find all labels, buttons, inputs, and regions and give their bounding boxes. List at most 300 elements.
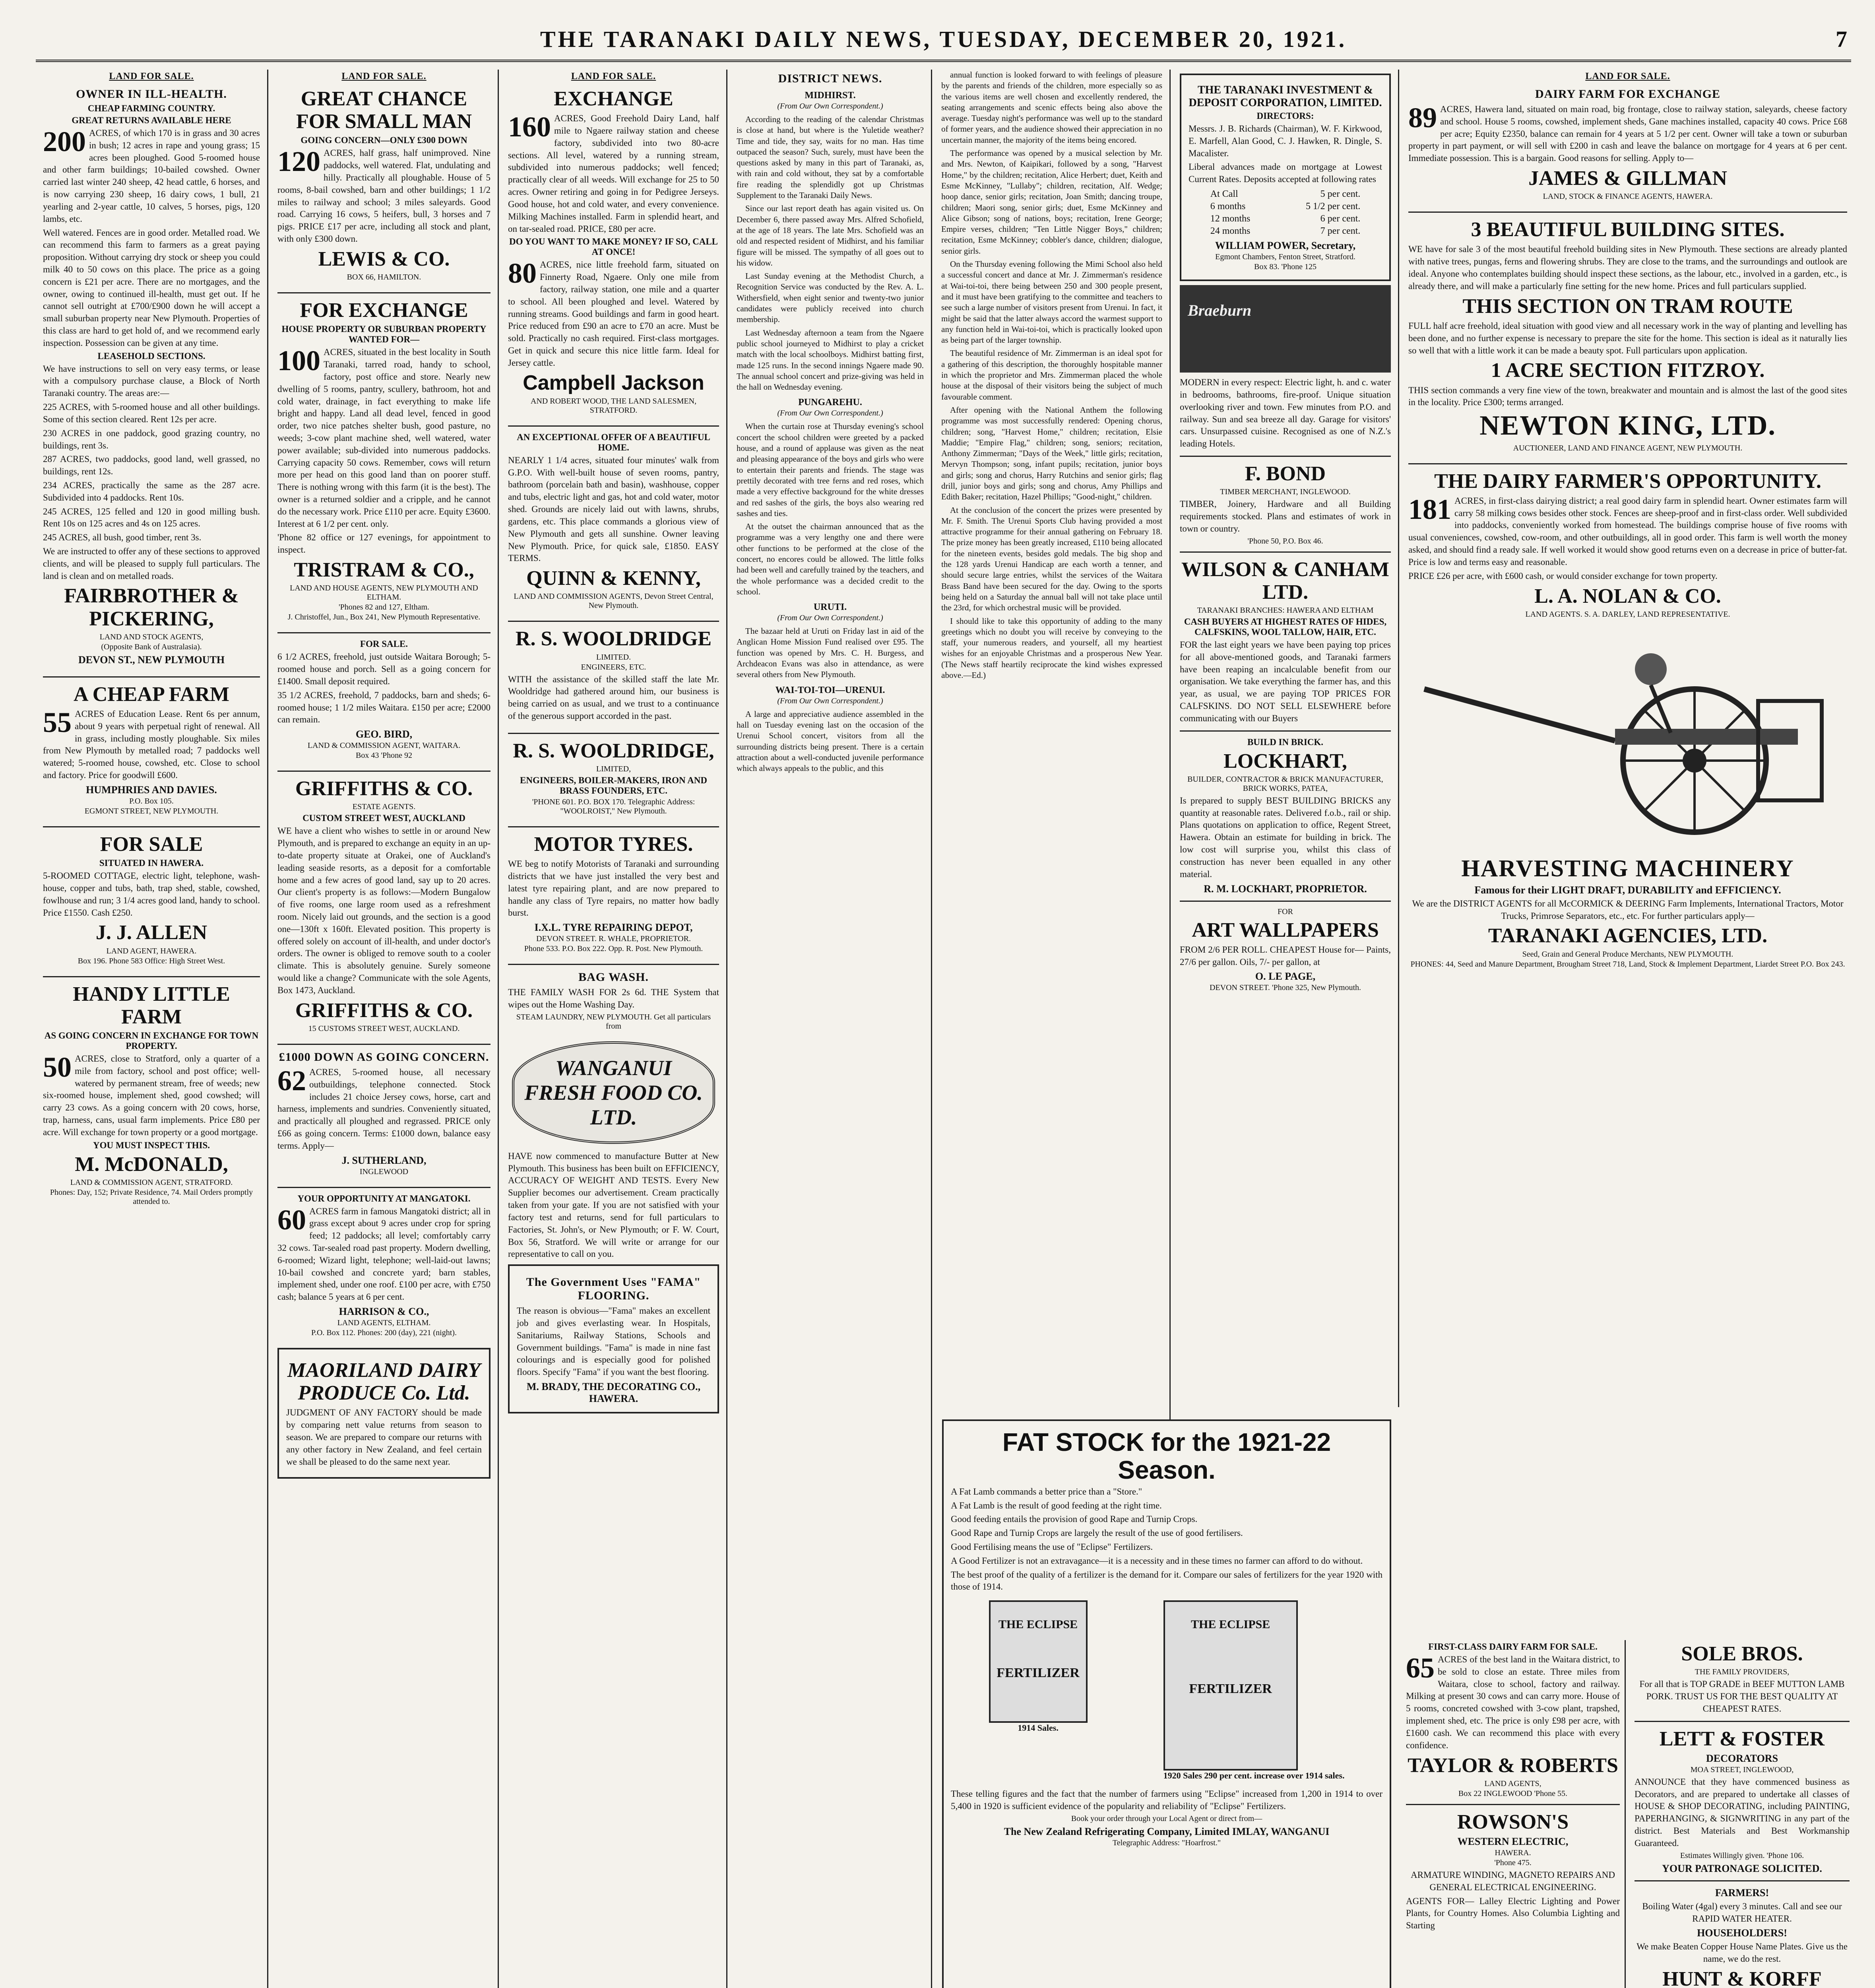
bag-brand: THE ECLIPSE — [998, 1618, 1078, 1631]
ad-text: ACRES, Hawera land, situated on main road, big frontage, close to railway station, saleyards, cheese factory and school. House 5 rooms, cowshed, implement sheds, Gane machines installed, capacity 40 cows. Price £68 per acre; Equity £2350, balance can remain for 4 years at 5 1/2 per cent. Owner will take a town or suburban property in part payment, or will sell with £200 in cash and leave the balance on mortgage for 4 years at 6 per cent. Immediate possession. This is a bargain. Good reasons for selling. Apply to— — [1408, 104, 1847, 163]
agent-sub: LAND AGENT, HAWERA. — [106, 946, 197, 955]
ad-lead-number: 160 — [508, 111, 551, 143]
divider — [508, 964, 719, 965]
divider — [277, 292, 491, 293]
agent-name: HARRISON & CO., — [339, 1306, 429, 1318]
ad-body: TIMBER, Joinery, Hardware and all Building requirements stocked. Plans and estimates of work in town or country. — [1180, 499, 1391, 534]
agent-name: LOCKHART, — [1224, 749, 1347, 773]
news-dateline: PUNGAREHU. — [798, 397, 862, 408]
agent-sub: ENGINEERS, ETC. — [581, 662, 646, 672]
table-row — [1208, 213, 1363, 225]
divider — [1408, 463, 1847, 464]
fat-stock-telegraph: Telegraphic Address: "Hoarfrost." — [1112, 1838, 1221, 1847]
ad-lead-number: 89 — [1408, 102, 1437, 134]
agent-sub: THE FAMILY PROVIDERS, — [1695, 1668, 1790, 1677]
column-7-right — [1630, 1640, 1854, 1988]
agent-sig: R. M. LOCKHART, PROPRIETOR. — [1204, 883, 1367, 895]
agent-name: TARANAKI AGENCIES, LTD. — [1488, 924, 1768, 947]
agent-name: NEWTON KING, LTD. — [1479, 410, 1776, 441]
ad-subheading: FOR — [1278, 907, 1293, 916]
ad-text: ACRES, of which 170 is in grass and 30 acres in bush; 12 acres in rape and young grass; 15 acres been ploughed. Good 5-roomed house and other farm buildings; 10-bailed cowshed. Owner carried last winter 240 sheep, 42 head cattle, 6 horses, and is now carrying 230 sheep, 16 dairy cows, 1 bull, 21 yearling and 2-year cattle, 10 calves, 5 horses, pigs, 120 lambs, etc. — [43, 128, 260, 224]
agent-sub: LAND & COMMISSION AGENT, WAITARA. — [307, 741, 461, 750]
ad-body: 35 1/2 ACRES, freehold, 7 paddocks, barn and sheds; 6-roomed house; 1 1/2 miles Waitara. £150 per acre; £2000 can remain. — [277, 690, 491, 725]
divider — [277, 632, 491, 633]
ad-maoriland-dairy — [277, 1348, 491, 1478]
divider — [508, 733, 719, 734]
ad-lead-number: 55 — [43, 707, 72, 738]
ad-heading: DAIRY FARM FOR EXCHANGE — [1535, 87, 1721, 101]
ad-body — [1408, 103, 1847, 165]
fertilizer-bags — [951, 1600, 1382, 1781]
ad-wooldridge-1 — [508, 627, 719, 722]
rate-term: 6 months — [1210, 201, 1246, 212]
ad-heading: FOR EXCHANGE — [300, 299, 468, 322]
ad-subheading: YOUR PATRONAGE SOLICITED. — [1662, 1862, 1822, 1874]
agent-address: DEVON ST., NEW PLYMOUTH — [78, 654, 225, 666]
agent-name: GRIFFITHS & CO. — [295, 777, 473, 800]
agent-phone: Estimates Willingly given. 'Phone 106. — [1680, 1851, 1804, 1860]
ad-body: 6 1/2 ACRES, freehold, just outside Waitara Borough; 5-roomed house and porch. Sell as a going concern for £1400. Small deposit required. — [277, 652, 491, 686]
ad-body — [277, 1206, 491, 1304]
ad-fat-stock — [942, 1419, 1391, 1988]
fertilizer-bag-icon — [989, 1600, 1088, 1723]
ad-subheading: DIRECTORS: — [1256, 111, 1314, 121]
fat-stock-point: A Fat Lamb commands a better price than a "Store." — [951, 1486, 1142, 1497]
ad-body — [508, 113, 719, 235]
agent-phone: 'Phone 475. — [1494, 1858, 1532, 1867]
ad-subheading: GOING CONCERN—ONLY £300 DOWN — [301, 135, 467, 146]
ad-body: WITH the assistance of the skilled staff the late Mr. Wooldridge had gathered around him, our business is being carried on as usual, and we trust to a continuance of the generous support accorded in the past. — [508, 674, 719, 721]
ad-heading: THE DAIRY FARMER'S OPPORTUNITY. — [1434, 470, 1821, 493]
ad-griffiths — [277, 777, 491, 1033]
area-item: 245 ACRES, all bush, good timber, rent 3s. — [43, 532, 202, 543]
agent-sub: ESTATE AGENTS. — [352, 802, 416, 812]
agent-name: J. SUTHERLAND, — [341, 1154, 427, 1166]
agent-sub: AUCTIONEER, LAND AND FINANCE AGENT, NEW PLYMOUTH. — [1513, 443, 1743, 452]
divider — [1180, 456, 1391, 457]
column-heading: LAND FOR SALE. — [1585, 71, 1670, 82]
ad-lead-number: 200 — [43, 126, 86, 157]
agent-sub: LAND AGENTS, ELTHAM. — [337, 1318, 431, 1328]
divider — [1180, 901, 1391, 902]
ad-text: ACRES, situated in the best locality in South Taranaki, tarred road, handy to school, factory, post office and store. Nearly new dwelling of 5 rooms, pantry, scullery, bathroom, hot and cold water, drainage, in fact everything to make life bright and happy. Land all dead level, fenced in good order, two nice patches shelter bush, good pasture, no weeds; 3-cow plant machine shed, well watered, water power available; sub-divided into numerous paddocks. Carrying capacity 50 cows. Remember, cows will return more per head on this good land than on poorer stuff. There is nothing wrong with this farm (it is the best). The owner is a returned soldier and a cripple, and he cannot do the necessary work. Price £110 per acre. Equity £3600. Interest at 6 1/2 per cent. only. — [277, 347, 491, 529]
divider — [508, 826, 719, 827]
agent-sub: (Opposite Bank of Australasia). — [101, 642, 202, 651]
ad-subheading: YOU MUST INSPECT THIS. — [93, 1140, 210, 1150]
ad-subheading: Famous for their LIGHT DRAFT, DURABILITY and EFFICIENCY. — [1474, 884, 1781, 896]
agent-box: Box 22 INGLEWOOD 'Phone 55. — [1458, 1789, 1568, 1798]
news-paragraph: When the curtain rose at Thursday evening's school concert the school children were greeted by a packed house, and a round of applause was given as the neat and pleasing appearance of the boys and girls who were to entertain their parents and friends. The stage was prettily decorated with tree ferns and red roses, which made a very effective background for the white dresses and red sashes of the girls, the boys also wearing red sashes and ties. — [737, 421, 924, 518]
agent-name: I.X.L. TYRE REPAIRING DEPOT, — [534, 922, 693, 934]
company-logo: MAORILAND DAIRY PRODUCE Co. Ltd. — [287, 1359, 481, 1405]
rate-term: At Call — [1210, 189, 1238, 200]
ad-handy-little-farm — [43, 983, 260, 1206]
harvester-icon — [1408, 629, 1846, 844]
ad-for-sale-hawera — [43, 833, 260, 966]
agent-name: GRIFFITHS & CO. — [295, 999, 473, 1022]
fat-stock-footer: These telling figures and the fact that the number of farmers using "Eclipse" increased from 1,200 in 1914 to over 5,400 in 1920 is sufficient evidence of the popularity and reliability of "Eclipse" Fertilizers. — [951, 1789, 1382, 1811]
ad-body: WE beg to notify Motorists of Taranaki and surrounding districts that we have just installed the very best and latest tyre repairing plant, and are now prepared to handle any class of Tyre repairs, no matter how badly burst. — [508, 859, 719, 918]
news-source: (From Our Own Correspondent.) — [777, 613, 883, 623]
agent-sub: LAND AGENTS. S. A. DARLEY, LAND REPRESENTATIVE. — [1525, 610, 1730, 619]
ad-beautiful-home — [508, 432, 719, 611]
news-paragraph: The beautiful residence of Mr. Zimmerman is an ideal spot for a gathering of this description, the thoroughly hospitable manner in which the proprietor and Mrs. Zimmerman placed the whole house at the disposal of their visitors being the subject of much favourable comment. — [941, 348, 1162, 402]
ad-heading: 1 ACRE SECTION FITZROY. — [1491, 359, 1765, 382]
fat-stock-point: Good Rape and Turnip Crops are largely the result of the use of good fertilisers. — [951, 1528, 1243, 1538]
agent-name: GEO. BIRD, — [355, 728, 413, 740]
ad-heading: BAG WASH. — [578, 971, 649, 984]
divider — [508, 621, 719, 622]
ad-lead-number: 100 — [277, 345, 320, 377]
agent-address: Egmont Chambers, Fenton Street, Stratford. — [1215, 252, 1355, 262]
agent-sub: LAND AGENTS, — [1484, 1779, 1541, 1788]
divider — [1406, 1804, 1620, 1805]
fertilizer-bag-icon — [1163, 1600, 1298, 1771]
rate-term: 24 months — [1210, 226, 1251, 237]
column-heading: LAND FOR SALE. — [341, 71, 427, 82]
news-source: (From Our Own Correspondent.) — [777, 696, 883, 705]
ad-body: Well watered. Fences are in good order. Metalled road. We can recommend this farm to farmers as a great paying proposition. Without carrying dry stock or sheep you could milk 40 to 50 cows on this place. The price as a going concern is £21 per acre. There are no mortgages, and the owner, owing to continued ill-health, must get out. If he cannot sell outright at £700/£900 down he will accept a small suburban property near New Plymouth. Properties of this class are hard to get hold of, and we recommend early inspection. Possession can be given at any time. — [43, 227, 260, 348]
news-paragraph: At the conclusion of the concert the prizes were presented by Mr. F. Smith. The Urenui Sports Club having provided a most attractive programme for their annual gathering on February 18. The prize money has been greatly increased, £110 being allocated for the nineteen events, besides gold medals. The big shop and the 128 yards Urenui Handicap are each worth a tenner, and should secure large entries, whilst the services of the Waitara Brass Band have been secured for the day. Owing to the sports being held on a Saturday the annual ball will not take place until the 23rd, for which orchestral music will be provided. — [941, 505, 1162, 613]
ad-heading: EXCHANGE — [554, 87, 673, 110]
agent-address: DEVON STREET. 'Phone 325, New Plymouth. — [1210, 983, 1361, 992]
ad-body: We have instructions to sell on very easy terms, or lease with a compulsory purchase clause, a Block of North Taranaki country. The areas are:— — [43, 363, 260, 398]
agent-phone: P.O. Box 112. Phones: 200 (day), 221 (night). — [311, 1328, 457, 1338]
hotel-name: Braeburn — [1188, 301, 1252, 320]
bag-1920 — [1163, 1600, 1345, 1781]
wanganui-fresh-food-logo: WANGANUI FRESH FOOD CO. LTD. — [512, 1041, 715, 1144]
ad-text: ACRES, close to Stratford, only a quarter of a mile from factory, school and post office; well-watered by permanent stream, free of weeds; new six-roomed house, implement shed, good cowshed; will carry 23 cows. As a going concern with 20 cows, horse, trap, harness, cans, usual farm implements. Price £80 per acre. Will exchange for town property or a good mortgage. — [43, 1053, 260, 1137]
agent-name: HUMPHRIES AND DAVIES. — [86, 784, 217, 796]
ad-body: FROM 2/6 PER ROLL. CHEAPEST House for— Paints, 27/6 per gallon. Oils, 7/- per gallon, at — [1180, 944, 1391, 967]
ad-body: WE have for sale 3 of the most beautiful freehold building sites in New Plymouth. These sections are already planted with native trees, pungas, ferns and flowering shrubs. They are close to the trams, and the surroundings and outlook are ideal. Anyone who contemplates building should inspect these sections, as the labour, etc., involved in a garden, etc., is already there, and will make a particularly fine setting for the new home. Prices and full particulars supplied. — [1408, 244, 1847, 291]
masthead — [36, 22, 1851, 62]
news-paragraph: After opening with the National Anthem the following programme was most successfully rendered: Opening chorus, children; song, "Harvest Home," children; recitation, Elsie Maddie; "Empire Flag," children; song, seniors; recitation, Anthony Zimmerman; "Days of the Week," little girls; recitation, Mervyn Thompson; song, infant pupils; recitation, junior boys and girls; song and chorus, Harry Rutchins and senior girls; flag drill, junior boys and girls; song and chorus, Amy Phillips and Edith Baker; recitation, Hazel Phillips; "Good-night," children. — [941, 405, 1162, 502]
ad-dairy-opportunity — [1408, 470, 1847, 619]
ad-lead-number: 62 — [277, 1064, 306, 1097]
harvester-illustration — [1408, 629, 1847, 852]
agent-address: EGMONT STREET, NEW PLYMOUTH. — [84, 806, 219, 815]
area-item: 225 ACRES, with 5-roomed house and all other buildings. Some of this section cleared. Rent 12s per acre. — [43, 402, 260, 424]
agent-address: INGLEWOOD — [359, 1167, 409, 1176]
divider — [1408, 212, 1847, 213]
ad-heading: GREAT CHANCE FOR SMALL MAN — [296, 87, 472, 133]
ad-body: Liberal advances made on mortgage at Lowest Current Rates. Deposits accepted at following rates — [1189, 162, 1382, 184]
news-source: (From Our Own Correspondent.) — [777, 102, 883, 111]
ad-heading: BUILD IN BRICK. — [1247, 737, 1324, 747]
agent-sub: BUILDER, CONTRACTOR & BRICK MANUFACTURER, BRICK WORKS, PATEA, — [1187, 775, 1383, 793]
agent-sub: DECORATORS — [1706, 1752, 1778, 1764]
agent-name: LETT & FOSTER — [1659, 1727, 1825, 1750]
ad-1000-down — [277, 1050, 491, 1176]
ad-lead-number: 50 — [43, 1051, 72, 1083]
ad-heading: £1000 DOWN AS GOING CONCERN. — [279, 1050, 489, 1064]
news-dateline: WAI-TOI-TOI—URENUI. — [775, 685, 885, 695]
divider — [1180, 730, 1391, 732]
ad-for-exchange — [277, 299, 491, 622]
agent-name: LEWIS & CO. — [318, 247, 450, 270]
bag-caption: 1920 Sales 290 per cent. increase over 1914 sales. — [1163, 1771, 1345, 1781]
ad-mangatoki — [277, 1194, 491, 1338]
agent-name: J. J. ALLEN — [95, 921, 207, 944]
ad-heading: FIRST-CLASS DAIRY FARM FOR SALE. — [1428, 1642, 1598, 1652]
ad-bag-wash — [508, 971, 719, 1031]
ad-body — [1406, 1654, 1620, 1752]
news-paragraph: Last Sunday evening at the Methodist Church, a Recognition Service was conducted by the Rev. A. L. Withersfield, when eight senior and twenty-two junior candidates were publicly received into church membership. — [737, 271, 924, 324]
ad-body: The reason is obvious—"Fama" makes an excellent job and gives everlasting wear. In Hospitals, Sanitariums, Railway Stations, Schools and Government buildings. "Fama" is made in nine fast colourings and is especially good for polished floors. Specify "Fama" if you want the best flooring. — [517, 1306, 710, 1377]
agent-rep: J. Christoffel, Jun., Box 241, New Plymouth Representative. — [287, 613, 481, 622]
ad-heading: THIS SECTION ON TRAM ROUTE — [1462, 295, 1793, 318]
agent-sub: LIMITED, — [596, 764, 631, 773]
ad-body: For all that is TOP GRADE in BEEF MUTTON LAMB PORK. TRUST US FOR THE BEST QUALITY AT CHEAPEST RATES. — [1639, 1679, 1845, 1714]
agent-address: MOA STREET, INGLEWOOD, — [1690, 1765, 1794, 1774]
ad-body: We are the DISTRICT AGENTS for all McCORMICK & DEERING Farm Implements, International Tractors, Motor Trucks, Primrose Separators, etc., etc. For further particulars apply— — [1412, 898, 1844, 921]
news-paragraph: The bazaar held at Uruti on Friday last in aid of the Anglican Home Mission Fund realised over £95. The function was opened by Mrs. C. H. Burgess, and Archdeacon Evans was also in attendance, as were several others from New Plymouth. — [737, 626, 924, 679]
agent-phone: 'Phone 50, P.O. Box 46. — [1247, 536, 1323, 546]
ad-heading: The Government Uses "FAMA" FLOORING. — [526, 1276, 701, 1303]
agent-sub: TIMBER MERCHANT, INGLEWOOD. — [1220, 487, 1351, 497]
ad-body — [43, 1053, 260, 1139]
ad-body: ARMATURE WINDING, MAGNETO REPAIRS AND GENERAL ELECTRICAL ENGINEERING. — [1411, 1870, 1615, 1892]
agent-name: FAIRBROTHER & PICKERING, — [64, 584, 239, 630]
ad-heading: MOTOR TYRES. — [534, 833, 693, 856]
ad-heading: 3 BEAUTIFUL BUILDING SITES. — [1471, 218, 1785, 241]
news-title: DISTRICT NEWS. — [778, 72, 882, 85]
ad-owner-ill-health — [43, 87, 260, 666]
agent-name: WILLIAM POWER, Secretary, — [1215, 240, 1356, 252]
ad-price: PRICE £26 per acre, with £600 cash, or would consider exchange for town property. — [1408, 571, 1718, 581]
agent-name: QUINN & KENNY, — [526, 567, 701, 590]
ad-body — [277, 147, 491, 245]
ad-heading: OWNER IN ILL-HEALTH. — [76, 87, 227, 101]
column-7-left — [1401, 1640, 1626, 1988]
ad-heading: FOR SALE. — [360, 639, 408, 649]
fat-stock-book: Book your order through your Local Agent or direct from— — [1071, 1814, 1262, 1823]
ad-body — [277, 346, 491, 530]
ad-waitara — [277, 639, 491, 760]
agent-sub: LAND & COMMISSION AGENT, STRATFORD. — [70, 1178, 233, 1187]
news-paragraph: A large and appreciative audience assembled in the hall on Tuesday evening last on the occasion of the Urenui School concert, visitors from all the surrounding districts being present. There is a certain attraction about a well-conducted juvenile performance which always appeals to the public, and this — [737, 709, 924, 773]
news-paragraph: annual function is looked forward to with feelings of pleasure by the parents and friends of the children, more especially so as the various items are well chosen and excellently rendered, the seating arrangements and scenic effects being also above the average. Tuesday night's performance was well up to the standard of former years, and the audience showed their appreciation in no uncertain manner, the majority of the items being encored. — [941, 70, 1162, 145]
ad-body: AGENTS FOR— Lalley Electric Lighting and Power Plants, for Country Homes. Also Columbia Lighting and Starting — [1406, 1896, 1620, 1931]
ad-body: FULL half acre freehold, ideal situation with good view and all necessary work in the way of planting and levelling has been done, and no further expense is necessary to prepare the site for the home. This section is ideal as it naturally lies so well that with a little work it can be made a beauty spot. Full particulars upon application. — [1408, 320, 1847, 355]
news-paragraph: According to the reading of the calendar Christmas is close at hand, but where is the Yuletide weather? Time and tide, they say, waits for no man. Has time outpaced the season? Such, surely, must have been the questions asked by many in this part of Taranaki, as, with rain and cold without, they sat by a comfortable fire reading the splendidly got up Christmas Supplement to the Taranaki Daily News. — [737, 115, 924, 200]
ad-subheading: CASH BUYERS AT HIGHEST RATES OF HIDES, CALFSKINS, WOOL TALLOW, HAIR, ETC. — [1184, 616, 1387, 637]
divider — [277, 771, 491, 772]
agent-name: Campbell Jackson — [523, 371, 704, 394]
column-3 — [501, 70, 727, 1988]
column-heading: LAND FOR SALE. — [109, 71, 194, 82]
ad-subheading: GREAT RETURNS AVAILABLE HERE — [72, 115, 231, 125]
table-row — [1208, 225, 1363, 237]
agent-sub: LAND AND STOCK AGENTS, — [99, 632, 204, 641]
area-item: 287 ACRES, two paddocks, good land, well grassed, no buildings, rent 12s. — [43, 454, 260, 477]
news-paragraph: I should like to take this opportunity of adding to the many greetings which no doubt you will receive by conveying to the staff, your numerous readers, and yourself, all my heartiest wishes for an enjoyable Christmas and a prosperous New Year. (The News staff heartily reciprocate the kind wishes expressed above.—Ed.) — [941, 616, 1162, 680]
agent-name: SOLE BROS. — [1681, 1642, 1803, 1665]
news-paragraph: Last Wednesday afternoon a team from the Ngaere public school journeyed to Midhirst to play a cricket match with the local schoolboys. Midhirst batting first, made 125 runs. In the second innings Ngaere made 90. The annual school concert and prize-giving was held in the hall on Wednesday evening. — [737, 328, 924, 392]
agent-name: L. A. NOLAN & CO. — [1534, 584, 1721, 608]
agent-name: WILSON & CANHAM LTD. — [1181, 558, 1389, 604]
ad-body: JUDGMENT OF ANY FACTORY should be made by comparing nett value returns from season to season. We are prepared to compare our returns with any other factory in New Zealand, and feel certain we shall be pleased to do the same next year. — [286, 1408, 482, 1467]
news-paragraph: The performance was opened by a musical selection by Mr. and Mrs. Newton, of Kaipikari, followed by a song, "Harvest Home," by the children; recitation, Alice Herbert; duet, Keith and Esme McKinney, "Lullaby"; children, recitation, Alf. Wedge; hoop dance, senior girls; recitation, Joan Smith; dancing troupe, children; Maori song, senior girls; duet, Esme McKinney and Alice Gibson; song of nations, boys; recitation, Irene George; Empire verses, children; "Ten Little Nigger Boys," children; recitation, Esme McKinney; cobbler's dance, children; dialogue, senior girls. — [941, 148, 1162, 256]
ad-body — [277, 1066, 491, 1152]
agent-name: R. S. WOOLDRIDGE, — [513, 739, 714, 762]
ad-heading: HOUSEHOLDERS! — [1697, 1927, 1787, 1939]
ad-body: MODERN in every respect: Electric light, h. and c. water in bedrooms, bathrooms, fire-proof. Unique situation overlooking river and town. Few minutes from P.O. and railway. Sun and sea breeze all day. Garage for visitors' cars. Unsurpassed cuisine. Recognised as one of N.Z.'s leading Hotels. — [1180, 377, 1391, 449]
ad-text: ACRES, Good Freehold Dairy Land, half mile to Ngaere railway station and cheese factory, subdivided into two 80-acre sections. All level, watered by a running stream, subdivided into numerous paddocks; well fenced; practically clear of all weeds. Will exchange for 25 to 50 acres. Owner retiring and going in for Pedigree Jerseys. Good house, hot and cold water, and every convenience. Milking Machines installed. Farm in splendid heart, and on tar-sealed road. PRICE, £80 per acre. — [508, 113, 719, 234]
agent-box: Box 196. Phone 583 Office: High Street West. — [78, 956, 225, 965]
ad-text: ACRES farm in famous Mangatoki district; all in grass except about 9 acres under crop for spring feed; 12 paddocks; all level; comfortably carry 32 cows. Tar-sealed road past property. Modern dwelling, 6-roomed; Wizard light, telephone; well-laid-out lawns; 10-bail cowshed and concrete yard; barn stables, implement shed, under one roof. £100 per acre, with £750 cash; balance 5 years at 6 per cent. — [277, 1206, 491, 1302]
agent-box: Box 43 'Phone 92 — [356, 751, 412, 760]
hotel-image — [1180, 285, 1391, 373]
ad-heading: YOUR OPPORTUNITY AT MANGATOKI. — [297, 1193, 471, 1204]
ad-dairy-exchange — [1408, 87, 1847, 201]
ad-body: We are instructed to offer any of these sections to approved clients, and will be pleased to supply full particulars. The land is clean and on metalled roads. — [43, 546, 260, 581]
ad-text: ACRES of the best land in the Waitara district, to be sold to close an estate. Three miles from Waitara, close to school, factory and railway. Milking at present 30 cows and can carry more. House of 5 rooms, concreted cowshed with 3-cow plant, trapshed, implement shed, etc. The price is only £98 per acre, with £1600 cash. We can recommend this place with every confidence. — [1406, 1654, 1620, 1750]
area-item: 230 ACRES in one paddock, good grazing country, no buildings, rent 3s. — [43, 428, 260, 450]
fat-stock-title: FAT STOCK for the 1921-22 Season. — [1002, 1428, 1331, 1485]
agent-address: CUSTOM STREET WEST, AUCKLAND — [302, 813, 465, 823]
ad-text: ACRES of Education Lease. Rent 6s per annum, about 9 years with perpetual right of renewal. All in grass, including mostly ploughable. Six miles from New Plymouth by metalled road; 7 paddocks well watered; 5-roomed house, cowshed, etc. Close to school and factory. Price for goodwill £600. — [43, 709, 260, 780]
ad-heading: HARVESTING MACHINERY — [1461, 855, 1794, 881]
bag-1914 — [989, 1600, 1088, 1781]
agent-name: ROWSON'S — [1457, 1810, 1569, 1833]
agent-name: F. BOND — [1245, 462, 1326, 485]
ad-text: ACRES, half grass, half unimproved. Nine paddocks, well watered. Flat, undulating and hilly. Practically all ploughable. House of 5 rooms, 8-bail cowshed, barn and other buildings; 1 1/2 miles to railway and school; 3 miles saleyards. Good road. Carrying 16 cows, 5 heifers, bull, 3 horses and 7 pigs. PRICE £17 per acre, including all stock and plant, with only £300 down. — [277, 148, 491, 244]
ad-great-chance — [277, 87, 491, 282]
ad-text: ACRES, nice little freehold farm, situated on Finnerty Road, Ngaere. Only one mile from factory, railway station, one mile and a quarter to school. All been ploughed and level. Watered by running streams. Good buildings and farm in good heart. Price reduced from £90 an acre to £70 an acre. Must be sold. Practically no cash required. First-class mortgages. Get in quick and secure this nice little farm. Ideal for Jersey cattle. — [508, 260, 719, 368]
agent-phone: Phones: Day, 152; Private Residence, 74. Mail Orders promptly attended to. — [50, 1188, 253, 1206]
agent-sub: AND ROBERT WOOD, THE LAND SALESMEN, STRATFORD. — [530, 396, 697, 415]
ad-subheading: CHEAP FARMING COUNTRY. — [87, 103, 215, 113]
rate-value: 5 1/2 per cent. — [1306, 201, 1361, 212]
table-row — [1208, 200, 1363, 213]
ad-body — [43, 127, 260, 225]
ad-text: ACRES, in first-class dairying district; a real good dairy farm in splendid heart. Owner estimates farm will carry 58 milking cows besides other stock. Fences are sheep-proof and in first-class order. Well subdivided into paddocks, conveniently worked from homestead. The buildings comprise house of five rooms with usual conveniences, cowshed, cow-room, and other outbuildings, all in good order. This farm is well worth the money asked, and should find a ready sale. If well worked it would show good returns even on a decrease in price of butter-fat. Price is low and terms easy and reasonable. — [1408, 495, 1847, 567]
ad-body: HAVE now commenced to manufacture Butter at New Plymouth. This business has been built on EFFICIENCY, ACCURACY OF WEIGHT AND TESTS. Every New Supplier becomes our advertisement. Cream practically taken from your gate. If you are not satisfied with your factory test and returns, send for full particulars to Factories, St. John's, or New Plymouth; or F. W. Court, Box 56, Stratford. We will write or arrange for our representative to call on you. — [508, 1151, 719, 1259]
ad-body: Messrs. J. B. Richards (Chairman), W. F. Kirkwood, E. Marfell, Alan Good, C. J. Hawken, R. Dingle, S. Macalister. — [1189, 124, 1382, 158]
ad-body: 5-ROOMED COTTAGE, electric light, telephone, wash-house, copper and tubs, bath, trap shed, stable, cowshed, fowlhouse and run; 3 1/4 acres good land, handy to school. Price £1550. Cash £250. — [43, 871, 260, 918]
agent-sub: LAND AND HOUSE AGENTS, NEW PLYMOUTH AND ELTHAM. — [290, 584, 478, 602]
ad-body: THIS section commands a very fine view of the town, breakwater and mountain and is almost the last of the good sites in the locality. Price £300; terms arranged. — [1408, 385, 1847, 408]
fat-stock-point: The best proof of the quality of a fertilizer is the demand for it. Compare our sales of fertilizers for the year 1920 with those of 1914. — [951, 1569, 1382, 1592]
ad-lead-number: 120 — [277, 146, 320, 178]
news-dateline: MIDHIRST. — [805, 90, 856, 101]
fat-stock-company: The New Zealand Refrigerating Company, Limited IMLAY, WANGANUI — [1004, 1825, 1330, 1837]
ad-wooldridge-2 — [508, 740, 719, 816]
divider — [508, 425, 719, 427]
divider — [1635, 1880, 1850, 1881]
agent-sub: LAND, STOCK & FINANCE AGENTS, HAWERA. — [1543, 192, 1713, 201]
ad-subheading: SITUATED IN HAWERA. — [99, 858, 204, 868]
ad-body: THE FAMILY WASH FOR 2s 6d. THE System that wipes out the Home Washing Day. — [508, 987, 719, 1010]
divider — [43, 976, 260, 977]
ad-body — [1408, 495, 1847, 569]
agent-phone: PHONES: 44, Seed and Manure Department, Brougham Street 718, Land, Stock & Implement Department, Liardet Street P.O. Box 243. — [1410, 959, 1845, 969]
rate-term: 12 months — [1210, 214, 1251, 224]
ad-note: 'Phone 82 office or 127 evenings, for appointment to inspect. — [277, 532, 491, 555]
ad-body: WE have a client who wishes to settle in or around New Plymouth, and is prepared to exchange an equity in an up-to-date property situate at Orakei, one of Auckland's leading seaside resorts, as a deposit for a comfortable home and a few acres of good land, say up to 20 acres. Our client's property is as follows:—Modern Bungalow of five rooms, one large room used as a refreshment room. Nicely laid out grounds, and the section is a good one—130ft x 160ft. Elevated position. This property is offered solely on account of ill-health, and under doctor's orders. The owner is obliged to remove south to a cooler climate. This is absolutely genuine. Surely someone would like a change? Communicate with the sole Agents, Box 1473, Auckland. — [277, 826, 491, 995]
agent-box: Box 83. 'Phone 125 — [1254, 262, 1317, 272]
ad-heading: AN EXCEPTIONAL OFFER OF A BEAUTIFUL HOME. — [517, 432, 710, 452]
fat-stock-point: Good feeding entails the provision of good Rape and Turnip Crops. — [951, 1514, 1198, 1524]
ad-lead-number: 80 — [508, 257, 537, 289]
area-item: 245 ACRES, 125 felled and 120 in good milling bush. Rent 10s on 125 acres and 4s on 125 acres. — [43, 506, 260, 529]
agent-sub: ENGINEERS, BOILER-MAKERS, IRON AND BRASS FOUNDERS, ETC. — [520, 775, 707, 796]
agent-address: HAWERA. — [1495, 1848, 1531, 1857]
agent-sub: STEAM LAUNDRY, NEW PLYMOUTH. Get all particulars from — [516, 1012, 711, 1031]
ad-fama-flooring — [508, 1264, 719, 1413]
agent-phone: 'Phones 82 and 127, Eltham. — [338, 603, 430, 612]
divider — [1635, 1721, 1850, 1722]
agent-name: R. S. WOOLDRIDGE — [515, 627, 712, 650]
ad-investment-corporation — [1180, 74, 1391, 281]
masthead-title: THE TARANAKI DAILY NEWS, TUESDAY, DECEMBER 20, 1921. — [540, 26, 1347, 52]
agent-name: HUNT & KORFF — [1662, 1967, 1822, 1988]
ad-heading: ART WALLPAPERS — [1192, 918, 1379, 942]
column-2 — [270, 70, 499, 1988]
ad-motor-tyres — [508, 833, 719, 953]
table-row — [1208, 188, 1363, 200]
agent-phone: 'PHONE 601. P.O. BOX 170. Telegraphic Address: "WOOLROIST," New Plymouth. — [532, 797, 695, 815]
news-paragraph: On the Thursday evening following the Mimi School also held a successful concert and dance at Mr. J. Zimmerman's residence at Wai-toi-toi, there being between 250 and 300 people present, and it must have been gratifying to the committee and teachers to see such a large number of visitors present from Urenui. In fact, it might be said that the latter always accord the warmest support to any function held in Wai-toi-toi, which is practically looked upon as being part of the larger township. — [941, 259, 1162, 345]
ad-heading: A CHEAP FARM — [74, 683, 229, 706]
ad-heading: FOR SALE — [100, 833, 203, 856]
ad-lead-number: 60 — [277, 1204, 306, 1236]
ad-text: ACRES, 5-roomed house, all necessary outbuildings, telephone connected. Stock includes 21 choice Jersey cows, horse, cart and harness, implements and sundries. Conveniently situated, and practically all ploughed and regrassed. PRICE only £66 as going concern. Terms: £1000 down, balance easy terms. Apply— — [277, 1067, 491, 1151]
ad-body: Is prepared to supply BEST BUILDING BRICKS any quantity at reasonable rates. Delivered f.o.b., rail or ship. Plans quotations on application to office, Regent Street, Hawera. Obtain an estimate for building in brick. The low cost will surprise you, whilst this class of construction has never been equalled in any other material. — [1180, 795, 1391, 879]
agent-sub: LIMITED. — [596, 652, 631, 662]
news-paragraph: Since our last report death has again visited us. On December 6, there passed away Mrs. Alfred Schofield, at the age of 18 years. The late Mrs. Schofield was an old and respected resident of Midhirst, and his familiar figure will be missed. The sympathy of all goes out to his widow. — [737, 204, 924, 268]
news-paragraph: At the outset the chairman announced that as the programme was a very lengthy one and there were other functions to be performed at the close of the concert, no encores could be allowed. The little folks had been well and carefully trained by the teachers, and the whole performance was a decided credit to the school. — [737, 522, 924, 596]
bag-label: FERTILIZER — [997, 1666, 1080, 1681]
news-source: (From Our Own Correspondent.) — [777, 409, 883, 418]
agent-name: JAMES & GILLMAN — [1528, 167, 1727, 190]
ad-subheading: DO YOU WANT TO MAKE MONEY? IF SO, CALL AT ONCE! — [509, 237, 718, 257]
fat-stock-point: Good Fertilising means the use of "Eclipse" Fertilizers. — [951, 1542, 1153, 1552]
divider — [43, 826, 260, 827]
agent-phone: Phone 533. P.O. Box 222. Opp. R. Post. New Plymouth. — [524, 944, 703, 953]
rate-value: 7 per cent. — [1320, 226, 1361, 237]
agent-sub: TARANAKI BRANCHES: HAWERA AND ELTHAM — [1197, 606, 1374, 615]
ad-cheap-farm — [43, 683, 260, 816]
rate-value: 6 per cent. — [1320, 214, 1361, 224]
agent-name: TAYLOR & ROBERTS — [1408, 1754, 1618, 1777]
fat-stock-point: A Good Fertilizer is not an extravagance—it is a necessity and in these times no farmer can afford to do without. — [951, 1555, 1363, 1566]
column-4-district-news — [729, 70, 932, 1988]
ad-lead-number: 181 — [1408, 493, 1451, 525]
divider — [277, 1044, 491, 1045]
ad-exchange — [508, 87, 719, 415]
column-1 — [36, 70, 268, 1988]
ad-body: Boiling Water (4gal) every 3 minutes. Call and see our RAPID WATER HEATER. — [1642, 1901, 1842, 1924]
bag-label: FERTILIZER — [1189, 1681, 1272, 1697]
ad-lead-number: 65 — [1406, 1652, 1435, 1684]
agent-address: DEVON STREET. R. WHALE, PROPRIETOR. — [536, 934, 691, 944]
column-6 — [1173, 70, 1399, 1407]
divider — [1180, 551, 1391, 553]
agent-name: TRISTRAM & CO., — [294, 559, 474, 582]
agent-sub: Seed, Grain and General Produce Merchants, NEW PLYMOUTH. — [1522, 949, 1733, 959]
bag-brand: THE ECLIPSE — [1191, 1618, 1270, 1631]
ad-subheading: AS GOING CONCERN IN EXCHANGE FOR TOWN PROPERTY. — [44, 1030, 259, 1051]
ad-heading: THE TARANAKI INVESTMENT & DEPOSIT CORPORATION, LIMITED. — [1189, 84, 1382, 109]
column-heading: LAND FOR SALE. — [571, 71, 656, 82]
agent-address: 15 CUSTOMS STREET WEST, AUCKLAND. — [308, 1024, 460, 1033]
divider — [277, 1187, 491, 1188]
bag-caption: 1914 Sales. — [1018, 1723, 1059, 1733]
column-7 — [1401, 70, 1854, 1988]
